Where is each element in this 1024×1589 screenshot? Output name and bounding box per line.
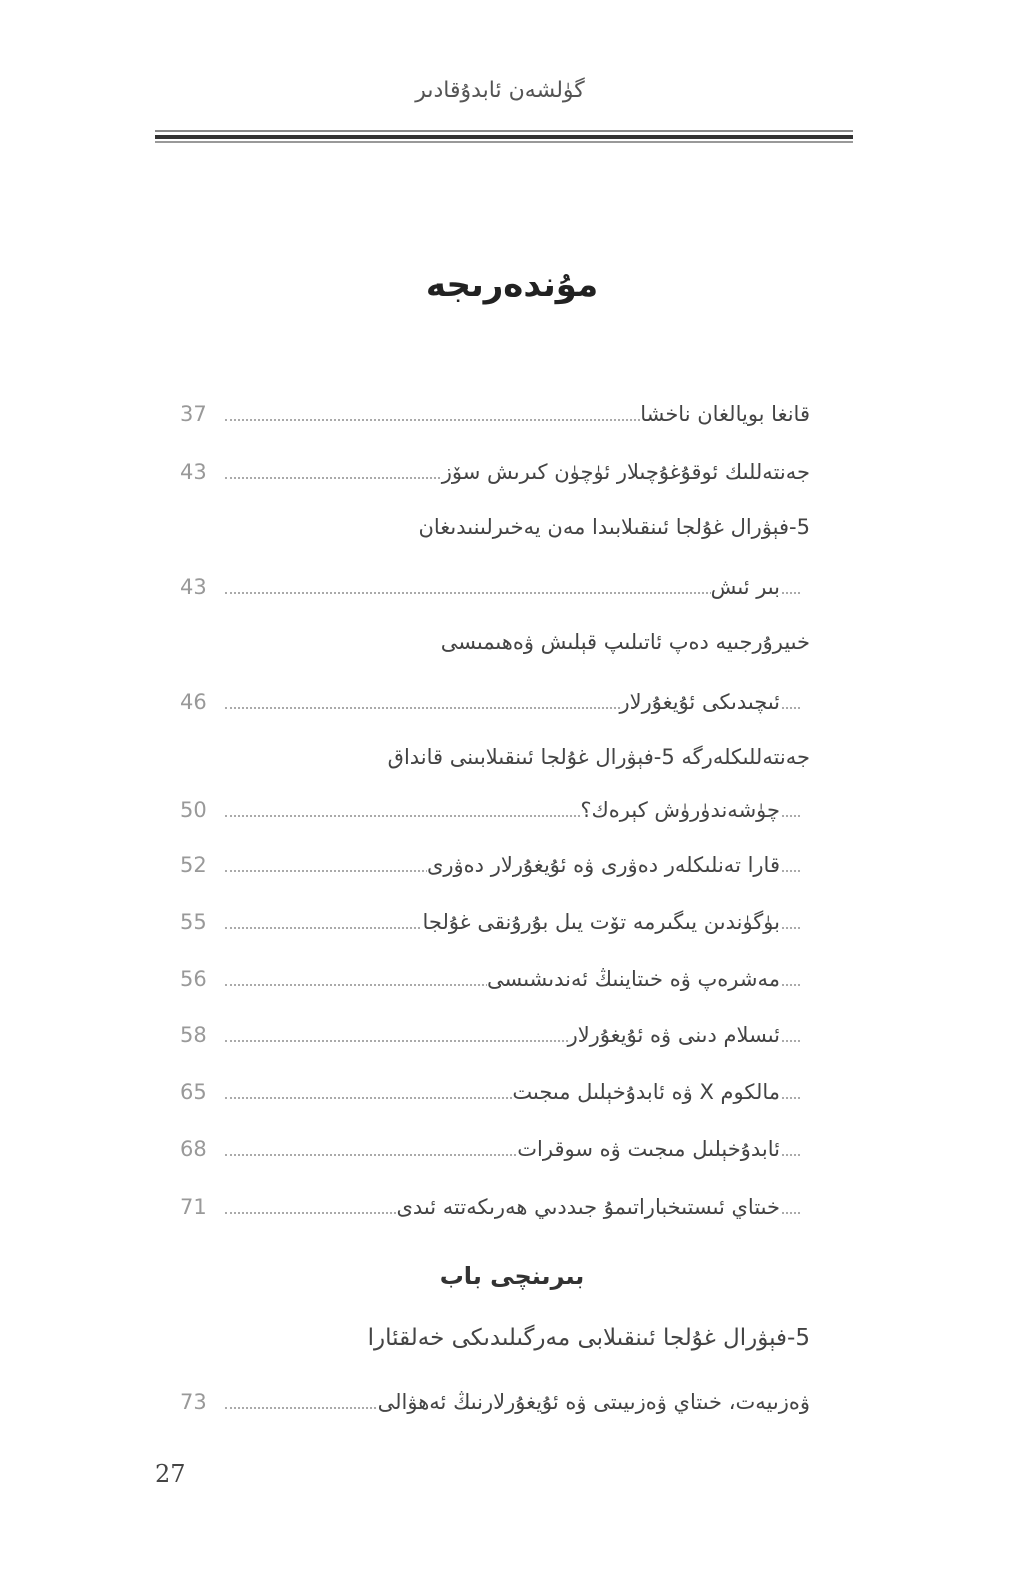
toc-entry[interactable] [180, 565, 810, 605]
toc-entry-line: 5-فېۋرال غۇلجا ئىنقىلابى مەرگىلىدىكى خەلقئارا [367, 1325, 810, 1351]
toc-entry-title: ئىسلام دىنى ۋە ئۇيغۇرلار [567, 1023, 780, 1047]
toc-entry-line: 5-فېۋرال غۇلجا ئىنقىلابىدا مەن يەخىرلىنىدىغان [418, 515, 810, 539]
part-heading: بىرىنچى باب [439, 1262, 585, 1290]
toc-entry[interactable] [180, 680, 810, 720]
toc-entry-title: ۋەزىيەت، خىتاي ۋەزىيىتى ۋە ئۇيغۇرلارنىڭ ئەھۋالى [377, 1390, 810, 1414]
toc-entry-title: بىر ئىش [710, 575, 780, 599]
header-rule [155, 130, 853, 143]
toc-page-number: 50 [180, 798, 211, 822]
toc-entry-title: قانغا بويالغان ناخشا [640, 402, 810, 426]
toc-entry-line: خىيرۇرجىيە دەپ ئاتىلىپ قېلىش ۋەھىمىسى [440, 630, 810, 654]
toc-entry[interactable] [180, 1127, 810, 1167]
toc-entry-title: چۈشەندۈرۈش كېرەك؟ [580, 798, 780, 822]
toc-page-number: 56 [180, 967, 211, 991]
toc-page-number: 71 [180, 1195, 211, 1219]
toc-page-number: 58 [180, 1023, 211, 1047]
toc-entry-title: قارا تەنلىكلەر دەۋرى ۋە ئۇيغۇرلار دەۋرى [426, 853, 780, 877]
toc-entry[interactable] [180, 1380, 810, 1420]
toc-entry[interactable] [180, 1013, 810, 1053]
toc-entry[interactable] [180, 843, 810, 883]
toc-entry[interactable] [180, 392, 810, 432]
toc-page-number: 52 [180, 853, 211, 877]
toc-entry-title: مالكوم X ۋە ئابدۇخېلىل مىجىت [512, 1080, 780, 1104]
toc-entry-title: بۈگۈندىن يىگىرمە تۆت يىل بۇرۇنقى غۇلجا [422, 910, 780, 934]
toc-page-number: 55 [180, 910, 211, 934]
toc-page-number: 68 [180, 1137, 211, 1161]
toc-page-number: 43 [180, 460, 211, 484]
toc-entry-title: خىتاي ئىستىخباراتىمۇ جىددىي ھەرىكەتتە ئىدى [396, 1195, 780, 1219]
toc-entry-title: ئىچىدىكى ئۇيغۇرلار [619, 690, 780, 714]
toc-entry[interactable] [180, 900, 810, 940]
toc-page-number: 73 [180, 1390, 211, 1414]
toc-entry-title: مەشرەپ ۋە خىتاينىڭ ئەندىشىسى [486, 967, 780, 991]
toc-heading: مۇندەرىجە [425, 265, 599, 305]
toc-entry[interactable] [180, 450, 810, 490]
toc-entry-line: جەنتەللىكلەرگە 5-فېۋرال غۇلجا ئىنقىلابىنى قانداق [387, 745, 810, 769]
rule-line-bottom [155, 141, 853, 143]
toc-page-number: 65 [180, 1080, 211, 1104]
toc-entry-title: جەنتەللىك ئوقۇغۇچىلار ئۈچۈن كىرىش سۆز [441, 460, 810, 484]
running-header: گۈلشەن ئابدۇقادىر [415, 78, 585, 103]
toc-entry[interactable] [180, 788, 810, 828]
toc-page-number: 37 [180, 402, 211, 426]
page-number: 27 [155, 1460, 186, 1488]
toc-entry[interactable] [180, 957, 810, 997]
toc-entry-title: ئابدۇخېلىل مىجىت ۋە سوقرات [517, 1137, 780, 1161]
rule-line-middle [155, 135, 853, 139]
toc-entry[interactable] [180, 1070, 810, 1110]
toc-entry[interactable] [180, 1185, 810, 1225]
rule-line-top [155, 130, 853, 132]
toc-page-number: 46 [180, 690, 211, 714]
toc-page-number: 43 [180, 575, 211, 599]
